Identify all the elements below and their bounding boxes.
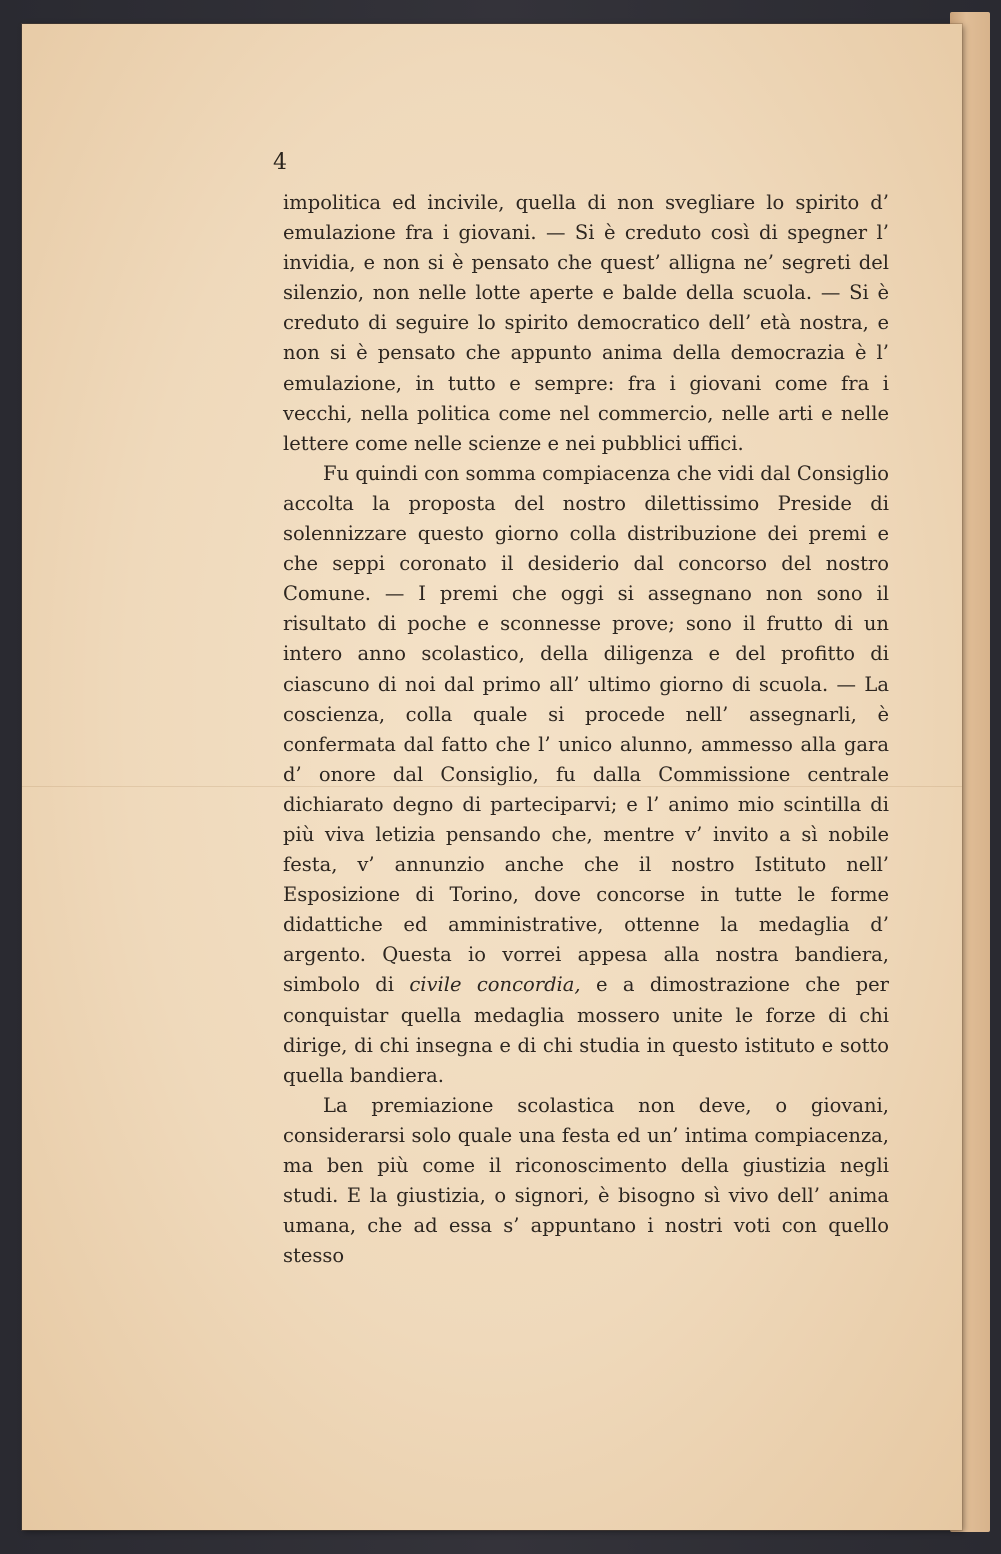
paragraph-3-text: La premiazione scolastica non deve, o giovani, considerarsi solo quale una festa ed un’ intima compiacenza, ma ben più come il riconoscimento della giustizia negli studi. E la giustizia, o signori, è bisogno sì vivo dell’ anima umana, che ad essa s’ appuntano i nostri voti con quello stesso: [283, 1093, 889, 1268]
body-text: [283, 188, 889, 1271]
paragraph-2-italic-phrase: civile concordia,: [409, 973, 581, 997]
paragraph-1-text: impolitica ed incivile, quella di non svegliare lo spirito d’ emulazione fra i giovani. — Si è creduto così di spegner l’ invidia, e non si è pensato che quest’ alligna ne’ segreti del silenzio, non nelle lotte aperte e balde della scuola. — Si è creduto di seguire lo spirito democratico dell’ età nostra, e non si è pensato che appunto anima della democrazia è l’ emulazione, in tutto e sempre: fra i giovani come fra i vecchi, nella politica come nel commercio, nelle arti e nelle lettere come nelle scienze e nei pubblici uffici.: [283, 191, 889, 455]
paragraph-2-text-a: Fu quindi con somma compiacenza che vidi dal Consiglio accolta la proposta del nostro dilettissimo Preside di solennizzare questo giorno colla distribuzione dei premi e che seppi coronato il desiderio dal concorso del nostro Comune. — I premi che oggi si assegnano non sono il risultato di poche e sconnesse prove; sono il frutto di un intero anno scolastico, della diligenza e del profitto di ciascuno di noi dal primo all’ ultimo giorno di scuola. — La coscienza, colla quale si procede nell’ assegnarli, è confermata dal fatto che l’ unico alunno, ammesso alla gara d’ onore dal Consiglio, fu dalla Commissione centrale dichiarato degno di parteciparvi; e l’ animo mio scintilla di più viva letizia pensando che, mentre v’ invito a sì nobile festa, v’ annunzio anche che il nostro Istituto nell’ Esposizione di Torino, dove concorse in tutte le forme didattiche ed amministrative, ottenne la medaglia d’ argento. Questa io vorrei appesa alla nostra bandiera, simbolo di: [283, 461, 889, 997]
paragraph-3: [283, 1091, 889, 1272]
paragraph-1: [283, 188, 889, 459]
page-number: 4: [273, 150, 287, 175]
paragraph-2: [283, 459, 889, 1091]
paragraph-2-text-b: e a dimostrazione che per conquistar quella medaglia mossero unite le forze di chi dirige, di chi insegna e di chi studia in questo istituto e sotto quella bandiera.: [283, 973, 889, 1087]
